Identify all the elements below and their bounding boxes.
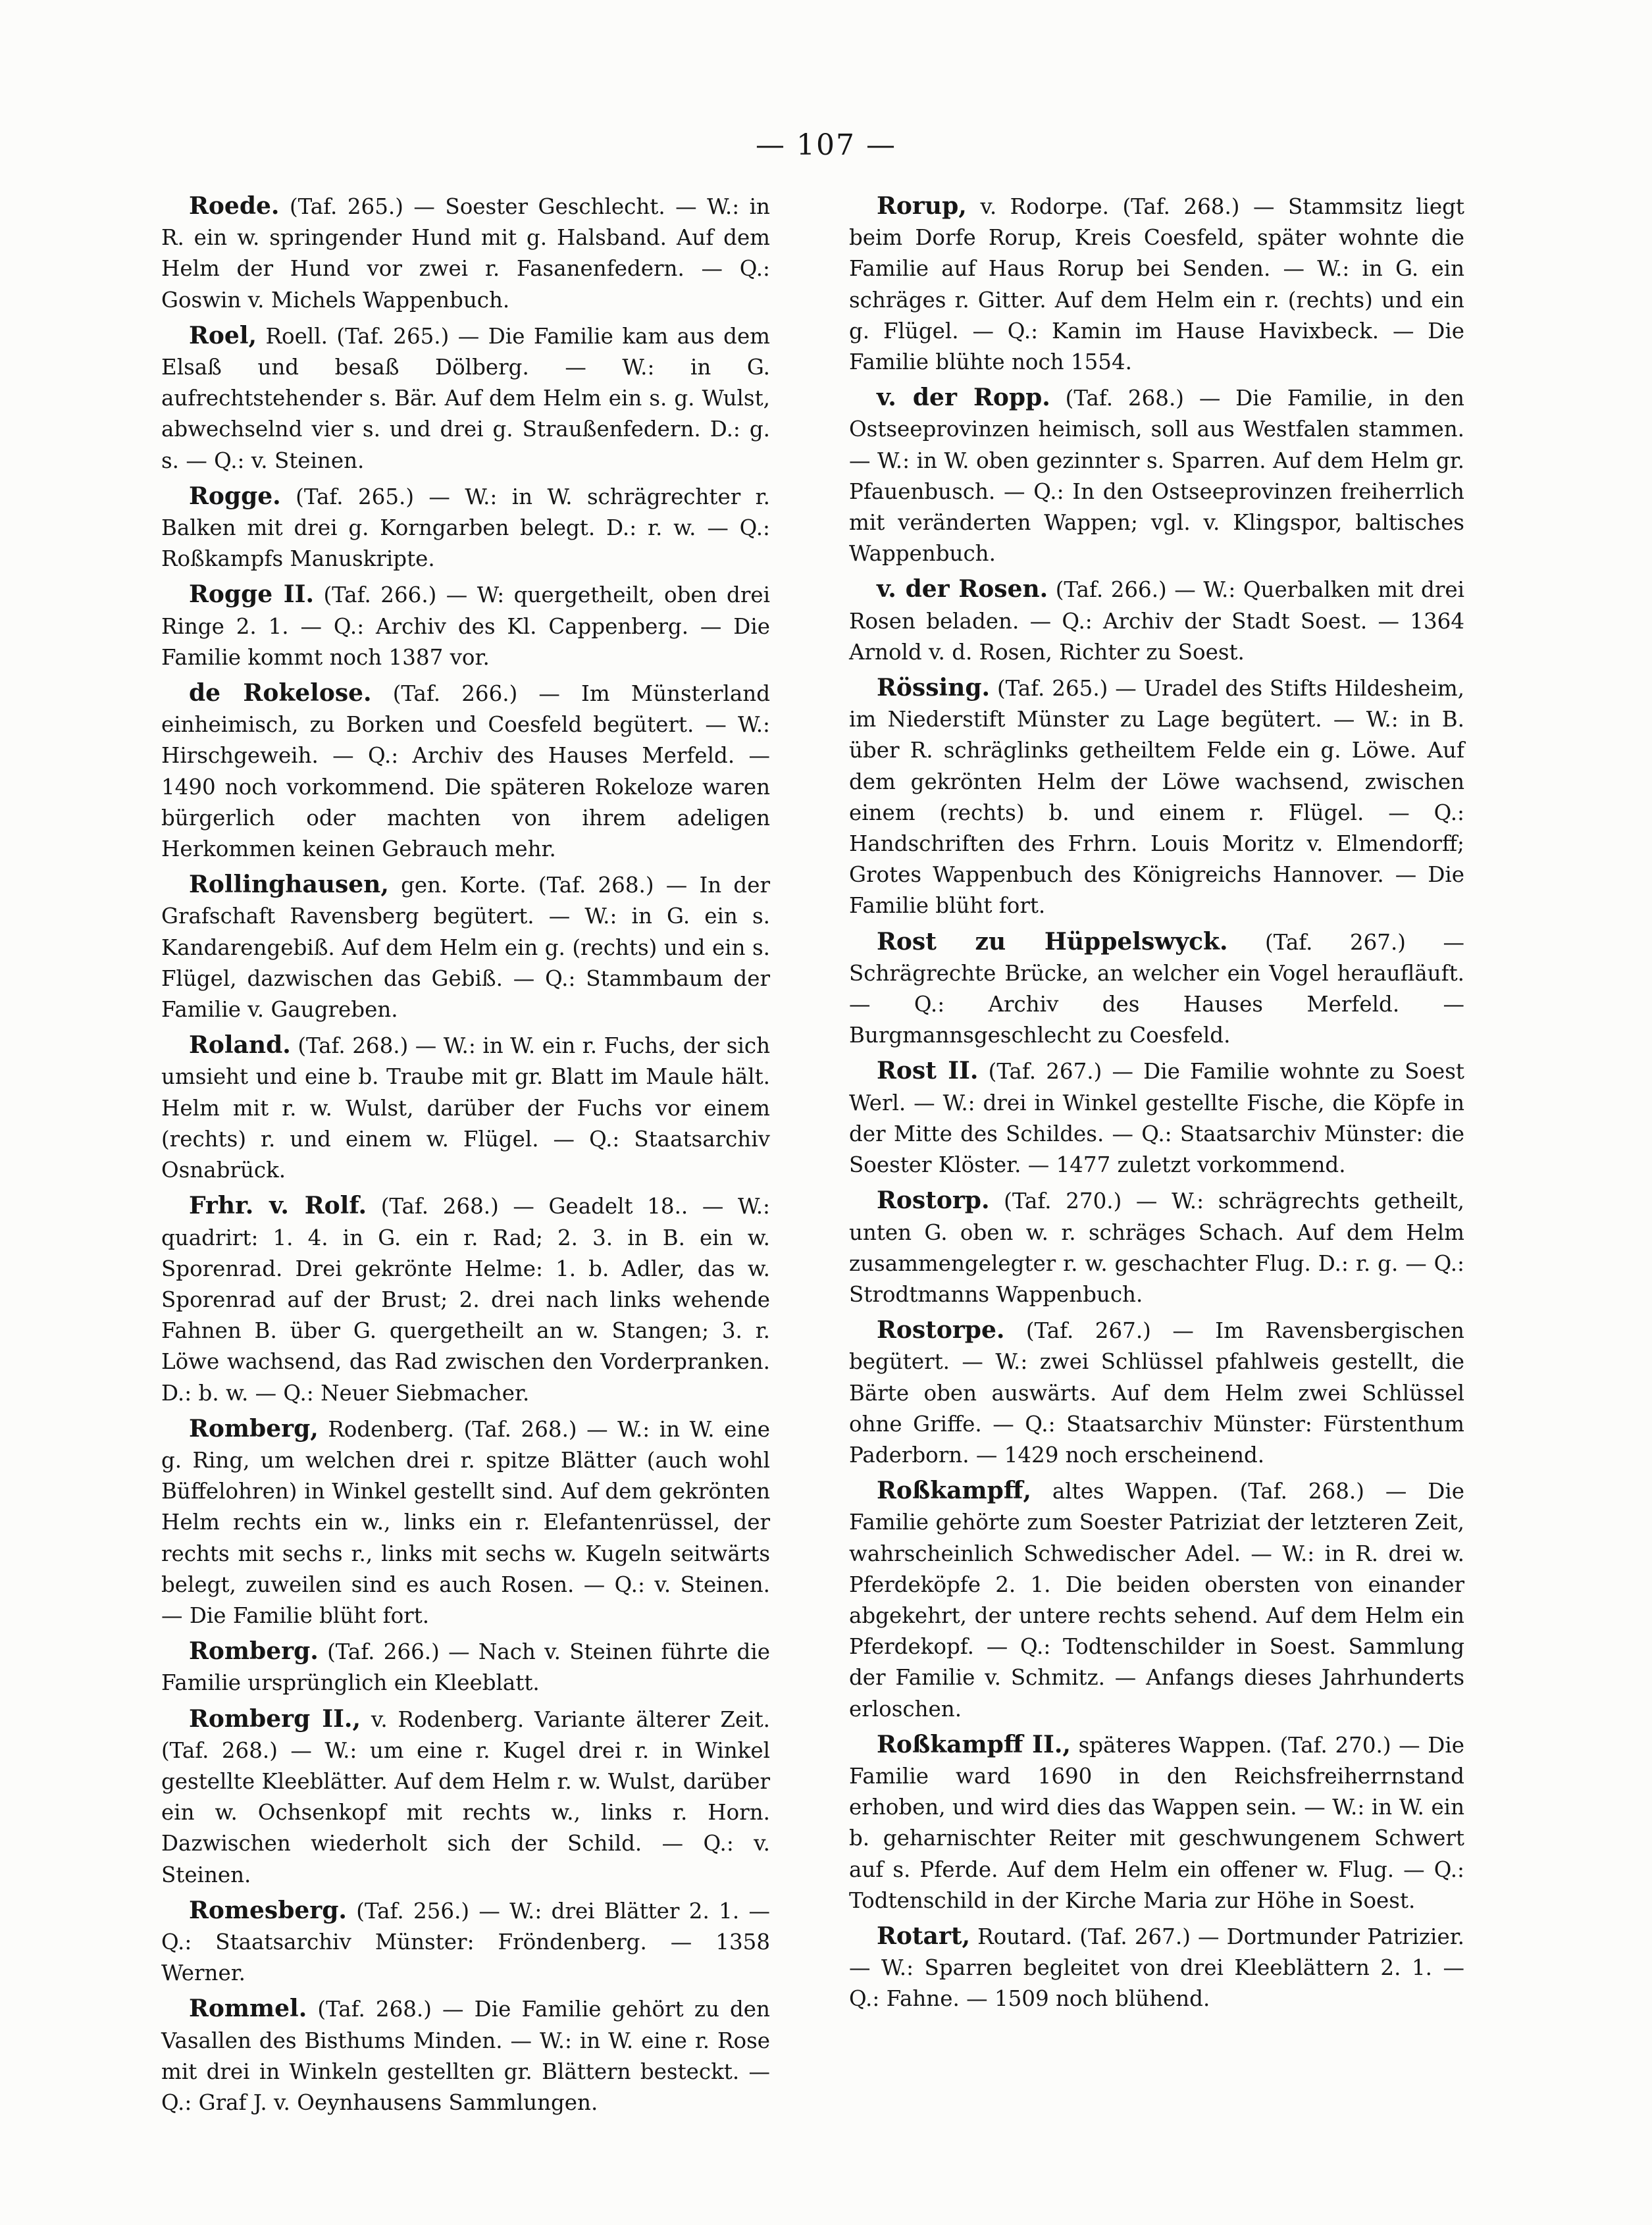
entry-text: gen. Korte. (Taf. 268.) — In der Grafschaft Ravensberg begütert. — W.: in G. ein s. Kandarengebiß. Auf dem Helm ein g. (rechts) und ein s. Flügel, dazwischen das Gebiß. — Q.: Stammbaum der Familie v. Gaugreben. — [161, 873, 770, 1023]
entry-heading: Rogge. — [189, 482, 281, 510]
entry-text: altes Wappen. (Taf. 268.) — Die Familie gehörte zum Soester Patriziat der letzteren Zeit, wahrscheinlich Schwedischer Adel. — W.: in R. drei w. Pferdeköpfe 2. 1. Die beiden obersten von einander abgekehrt, der untere rechts sehend. Auf dem Helm ein Pferdekopf. — Q.: Todtenschilder in Soest. Sammlung der Familie v. Schmitz. — Anfangs dieses Jahrhunderts erloschen. — [849, 1479, 1464, 1722]
entry-text: v. Rodenberg. Variante älterer Zeit. (Taf. 268.) — W.: um eine r. Kugel drei r. in Winkel gestellte Kleeblätter. Auf dem Helm r. w. Wulst, darüber ein w. Ochsenkopf mit rechts w., links r. Horn. Dazwischen wiederholt sich der Schild. — Q.: v. Steinen. — [161, 1706, 770, 1887]
armorial-entry — [161, 1414, 770, 1631]
entry-heading: v. der Ropp. — [877, 384, 1050, 412]
entry-heading: Roel, — [189, 321, 257, 349]
entry-text: Routard. (Taf. 267.) — Dortmunder Patrizier. — W.: Sparren begleitet von drei Kleeblättern 2. 1. — Q.: Fahne. — 1509 noch blühend. — [849, 1924, 1464, 2012]
armorial-entry — [849, 927, 1464, 1052]
entry-heading: Rommel. — [189, 1995, 307, 2023]
armorial-entry — [849, 1475, 1464, 1725]
entry-text: (Taf. 266.) — W.: Querbalken mit drei Rosen beladen. — Q.: Archiv der Stadt Soest. — 1364 Arnold v. d. Rosen, Richter zu Soest. — [849, 577, 1464, 665]
entry-heading: Romesberg. — [189, 1896, 347, 1924]
armorial-entry — [161, 1704, 770, 1891]
entry-text: Rodenberg. (Taf. 268.) — W.: in W. eine g. Ring, um welchen drei r. spitze Blätter (auch wohl Büffelohren) in Winkel gestellt sind. Auf dem gekrönten Helm rechts ein w., links ein r. Elefantenrüssel, der rechts mit sechs r., links mit sechs w. Kugeln seitwärts belegt, zuweilen sind es auch Rosen. — Q.: v. Steinen. — Die Familie blüht fort. — [161, 1416, 770, 1628]
entry-heading: Rorup, — [877, 192, 967, 220]
entry-text: (Taf. 268.) — W.: in W. ein r. Fuchs, der sich umsieht und eine b. Traube mit gr. Blatt im Maule hält. Helm mit r. w. Wulst, darüber der Fuchs vor einem (rechts) r. und einem w. Flügel. — Q.: Staatsarchiv Osnabrück. — [161, 1033, 770, 1183]
left-column — [161, 191, 770, 2123]
entry-text: (Taf. 266.) — Im Münsterland einheimisch, zu Borken und Coesfeld begütert. — W.: Hirschgeweih. — Q.: Archiv des Hauses Merfeld. — 1490 noch vorkommend. Die späteren Rokeloze waren bürgerlich oder machten von ihrem adeligen Herkommen keinen Gebrauch mehr. — [161, 681, 770, 862]
armorial-entry — [161, 1895, 770, 1989]
armorial-entry — [849, 673, 1464, 922]
entry-heading: Rostorpe. — [877, 1316, 1005, 1344]
entry-text: (Taf. 270.) — W.: schrägrechts getheilt, unten G. oben w. r. schräges Schach. Auf dem Helm zusammengelegter r. w. geschachter Flug. D.: r. g. — Q.: Strodtmanns Wappenbuch. — [849, 1189, 1464, 1307]
entry-heading: Rost II. — [877, 1057, 979, 1085]
entry-heading: Rogge II. — [189, 580, 315, 609]
page-number: — 107 — — [756, 128, 896, 162]
entry-text: (Taf. 265.) — Soester Geschlecht. — W.: in R. ein w. springender Hund mit g. Halsband. Auf dem Helm der Hund vor zwei r. Fasanenfedern. — Q.: Goswin v. Michels Wappenbuch. — [161, 194, 770, 313]
armorial-entry — [161, 320, 770, 476]
entry-heading: Roede. — [189, 192, 280, 220]
entry-text: (Taf. 265.) — W.: in W. schrägrechter r. Balken mit drei g. Korngarben belegt. D.: r. w. — Q.: Roßkampfs Manuskripte. — [161, 484, 770, 572]
entry-heading: de Rokelose. — [189, 679, 372, 707]
entry-heading: Rost zu Hüppelswyck. — [877, 927, 1228, 956]
entry-heading: Rotart, — [877, 1922, 971, 1950]
entry-heading: Romberg, — [189, 1414, 319, 1443]
entry-heading: Romberg. — [189, 1637, 319, 1666]
entry-text: (Taf. 256.) — W.: drei Blätter 2. 1. — Q.: Staatsarchiv Münster: Fröndenberg. — 1358 Werner. — [161, 1898, 770, 1986]
entry-heading: v. der Rosen. — [877, 575, 1048, 603]
entry-text: (Taf. 267.) — Im Ravensbergischen begütert. — W.: zwei Schlüssel pfahlweis gestellt, die Bärte oben auswärts. Auf dem Helm zwei Schlüssel ohne Griffe. — Q.: Staatsarchiv Münster: Fürstenthum Paderborn. — 1429 noch erscheinend. — [849, 1318, 1464, 1468]
armorial-entry — [849, 382, 1464, 569]
armorial-entry — [849, 191, 1464, 378]
entry-heading: Rollinghausen, — [189, 871, 389, 899]
entry-text: späteres Wappen. (Taf. 270.) — Die Familie ward 1690 in den Reichsfreiherrnstand erhoben, und wird dies das Wappen sein. — W.: in W. ein b. geharnischter Reiter mit geschwungenem Schwert auf s. Pferde. Auf dem Helm ein offener w. Flug. — Q.: Todtenschild in der Kirche Maria zur Höhe in Soest. — [849, 1732, 1464, 1913]
entry-heading: Roßkampff II., — [877, 1730, 1071, 1758]
entry-text: (Taf. 268.) — Die Familie, in den Ostseeprovinzen heimisch, soll aus Westfalen stammen. — W.: in W. oben gezinnter s. Sparren. Auf dem Helm gr. Pfauenbusch. — Q.: In den Ostseeprovinzen freiherrlich mit veränderten Wappen; vgl. v. Klingspor, baltisches Wappenbuch. — [849, 386, 1464, 567]
armorial-entry — [849, 1921, 1464, 2015]
entry-heading: Rössing. — [877, 674, 991, 702]
entry-heading: Romberg II., — [189, 1704, 361, 1733]
entry-heading: Rostorp. — [877, 1187, 990, 1215]
entry-text: (Taf. 268.) — Geadelt 18.. — W.: quadrirt: 1. 4. in G. ein r. Rad; 2. 3. in B. ein w. Sporenrad. Drei gekrönte Helme: 1. b. Adler, das w. Sporenrad auf der Brust; 2. drei nach links wehende Fahnen B. über G. quergetheilt an w. Stangen; 3. r. Löwe wachsend, das Rad zwischen den Vorderpranken. D.: b. w. — Q.: Neuer Siebmacher. — [161, 1194, 770, 1406]
armorial-entry — [161, 481, 770, 575]
armorial-entry — [161, 869, 770, 1025]
entry-heading: Roßkampff, — [877, 1477, 1031, 1505]
armorial-entry — [161, 1190, 770, 1408]
armorial-entry — [161, 1993, 770, 2118]
entry-text: (Taf. 268.) — Die Familie gehört zu den Vasallen des Bisthums Minden. — W.: in W. eine r. Rose mit drei in Winkeln gestellten gr. Blättern besteckt. — Q.: Graf J. v. Oeynhausens Sammlungen. — [161, 1997, 770, 2115]
entry-text: (Taf. 266.) — Nach v. Steinen führte die Familie ursprünglich ein Kleeblatt. — [161, 1639, 770, 1696]
armorial-entry — [161, 678, 770, 865]
armorial-entry — [161, 191, 770, 316]
entry-text: Roell. (Taf. 265.) — Die Familie kam aus dem Elsaß und besaß Dölberg. — W.: in G. aufrechtstehender s. Bär. Auf dem Helm ein s. g. Wulst, abwechselnd vier s. und drei g. Straußenfedern. D.: g. s. — Q.: v. Steinen. — [161, 323, 771, 473]
armorial-entry — [849, 574, 1464, 668]
right-column — [849, 191, 1464, 2020]
entry-text: (Taf. 267.) — Schrägrechte Brücke, an welcher ein Vogel heraufläuft. — Q.: Archiv des Hauses Merfeld. — Burgmannsgeschlecht zu Coesfeld. — [849, 929, 1464, 1048]
entry-text: (Taf. 265.) — Uradel des Stifts Hildesheim, im Niederstift Münster zu Lage begütert. — W.: in B. über R. schräglinks getheiltem Felde ein g. Löwe. Auf dem gekrönten Helm der Löwe wachsend, zwischen einem (rechts) b. und einem r. Flügel. — Q.: Handschriften des Frhrn. Louis Moritz v. Elmendorff; Grotes Wappenbuch des Königreichs Hannover. — Die Familie blüht fort. — [849, 676, 1464, 919]
armorial-entry — [849, 1315, 1464, 1471]
armorial-entry — [161, 579, 770, 673]
armorial-entry — [849, 1185, 1464, 1310]
entry-text: (Taf. 267.) — Die Familie wohnte zu Soest Werl. — W.: drei in Winkel gestellte Fische, die Köpfe in der Mitte des Schildes. — Q.: Staatsarchiv Münster: die Soester Klöster. — 1477 zuletzt vorkommend. — [849, 1059, 1464, 1178]
entry-text: (Taf. 266.) — W: quergetheilt, oben drei Ringe 2. 1. — Q.: Archiv des Kl. Cappenberg. — Die Familie kommt noch 1387 vor. — [161, 582, 770, 670]
armorial-entry — [849, 1729, 1464, 1916]
armorial-entry — [849, 1056, 1464, 1181]
armorial-entry — [161, 1030, 770, 1186]
entry-heading: Frhr. v. Rolf. — [189, 1192, 367, 1220]
entry-heading: Roland. — [189, 1031, 291, 1060]
armorial-entry — [161, 1636, 770, 1699]
entry-text: v. Rodorpe. (Taf. 268.) — Stammsitz liegt beim Dorfe Rorup, Kreis Coesfeld, später wohnte die Familie auf Haus Rorup bei Senden. — W.: in G. ein schräges r. Gitter. Auf dem Helm ein r. (rechts) und ein g. Flügel. — Q.: Kamin im Hause Havixbeck. — Die Familie blühte noch 1554. — [849, 194, 1464, 375]
